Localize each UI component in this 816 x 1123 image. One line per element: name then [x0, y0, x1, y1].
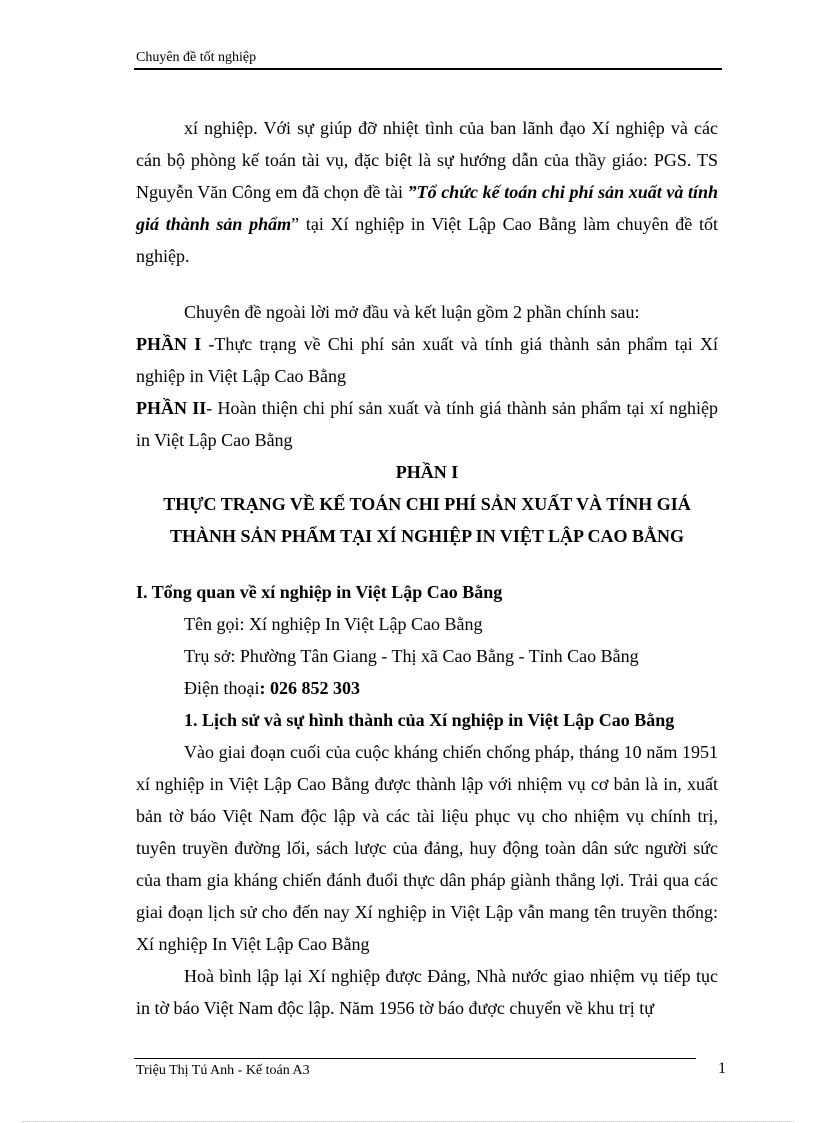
part1-summary: [136, 328, 718, 392]
footer-divider: [134, 1058, 696, 1059]
thesis-topic: ”Tổ chức kế toán chi phí sản xuất và tính giá thành sản phẩm: [136, 182, 718, 234]
intro-text-start: xí nghiệp. Với sự giúp đỡ nhiệt tình của ban lãnh đạo Xí nghiệp và các cán bộ phòng kế toán tài vụ, đặc biệt là sự hướng dẫn của thầy giáo: PGS. TS Nguyễn Văn Công em đã chọn đề tài: [136, 118, 718, 202]
page-body: [136, 112, 718, 1024]
part1-label: PHẦN I: [136, 334, 202, 354]
running-header: Chuyên đề tốt nghiệp: [136, 50, 257, 65]
spacer: [136, 552, 718, 576]
running-footer: Triệu Thị Tú Anh - Kế toán A3: [136, 1063, 310, 1078]
paragraph-intro: [136, 112, 718, 272]
company-phone-line: [136, 672, 718, 704]
company-name-line: Tên gọi: Xí nghiệp In Việt Lập Cao Bằng: [184, 614, 483, 634]
header-divider: [134, 68, 722, 70]
subsection-heading: 1. Lịch sử và sự hình thành của Xí nghiệp in Việt Lập Cao Bằng: [184, 710, 675, 730]
page-bottom-edge: [22, 1121, 794, 1122]
part2-text: - Hoàn thiện chi phí sản xuất và tính giá thành sản phẩm tại xí nghiệp in Việt Lập Cao Bằng: [136, 398, 718, 450]
part-title: THỰC TRẠNG VỀ KẾ TOÁN CHI PHÍ SẢN XUẤT VÀ TÍNH GIÁ THÀNH SẢN PHẨM TẠI XÍ NGHIỆP IN VIỆT LẬP CAO BẰNG: [163, 494, 691, 546]
part1-text: -Thực trạng về Chi phí sản xuất và tính giá thành sản phẩm tại Xí nghiệp in Việt Lập Cao Bằng: [136, 334, 719, 386]
company-address-line: Trụ sở: Phường Tân Giang - Thị xã Cao Bằng - Tỉnh Cao Bằng: [184, 646, 639, 666]
part2-label: PHẦN II: [136, 398, 207, 418]
intro-text-end: ” tại Xí nghiệp in Việt Lập Cao Bằng làm chuyên đề tốt nghiệp.: [136, 214, 718, 266]
paragraph-history: Vào giai đoạn cuối của cuộc kháng chiến chống pháp, tháng 10 năm 1951 xí nghiệp in Việt Lập Cao Bằng được thành lập với nhiệm vụ cơ bản là in, xuất bản tờ báo Việt Nam độc lập và các tài liệu phục vụ cho nhiệm vụ chính trị, tuyên truyền đường lối, sách lược của đảng, huy động toàn dân sức người sức của tham gia kháng chiến đánh đuổi thực dân pháp giành thắng lợi. Trải qua các giai đoạn lịch sử cho đến nay Xí nghiệp in Việt Lập vẫn mang tên truyền thống: Xí nghiệp In Việt Lập Cao Bằng: [136, 742, 718, 954]
part2-summary: [136, 392, 718, 456]
phone-value: : 026 852 303: [259, 678, 360, 698]
phone-label: Điện thoại: [184, 678, 260, 698]
section-heading: I. Tổng quan về xí nghiệp in Việt Lập Cao Bằng: [136, 582, 503, 602]
paragraph-structure: Chuyên đề ngoài lời mở đầu và kết luận gồm 2 phần chính sau:: [184, 302, 640, 322]
page-number: 1: [718, 1060, 726, 1077]
paragraph-peace: Hoà bình lập lại Xí nghiệp được Đảng, Nhà nước giao nhiệm vụ tiếp tục in tờ báo Việt Nam độc lập. Năm 1956 tờ báo được chuyển về khu trị tự: [136, 966, 718, 1018]
part-heading: PHẦN I: [395, 462, 459, 482]
spacer: [136, 272, 718, 296]
